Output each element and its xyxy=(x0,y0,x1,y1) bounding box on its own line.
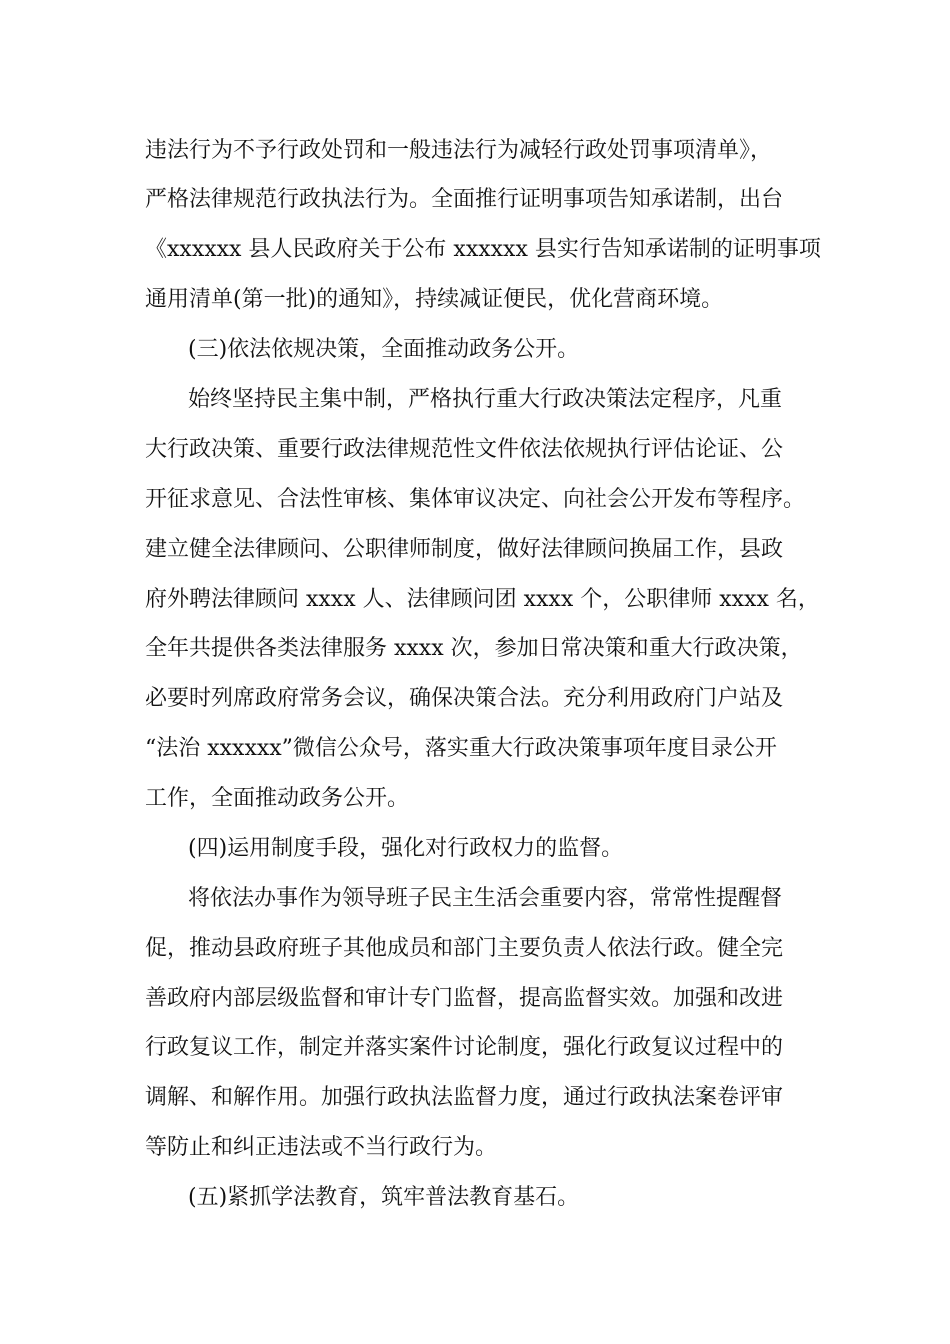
text-line-6: 始终坚持民主集中制，严格执行重大行政决策法定程序，凡重 xyxy=(188,387,783,412)
text-line-3: 《xxxxxx 县人民政府关于公布 xxxxxx 县实行告知承诺制的证明事项 xyxy=(145,237,821,262)
text-line-14: 工作，全面推动政务公开。 xyxy=(145,786,410,811)
text-line-4: 通用清单(第一批)的通知》，持续减证便民，优化营商环境。 xyxy=(145,287,724,312)
text-line-7: 大行政决策、重要行政法律规范性文件依法依规执行评估论证、公 xyxy=(145,437,784,462)
text-line-18: 善政府内部层级监督和审计专门监督，提高监督实效。加强和改进 xyxy=(145,986,784,1011)
section-heading-4: (四)运用制度手段，强化对行政权力的监督。 xyxy=(188,836,624,861)
text-line-2: 严格法律规范行政执法行为。全面推行证明事项告知承诺制，出台 xyxy=(145,187,784,212)
text-line-9: 建立健全法律顾问、公职律师制度，做好法律顾问换届工作，县政 xyxy=(145,537,784,562)
text-line-13: “法治 xxxxxx”微信公众号，落实重大行政决策事项年度目录公开 xyxy=(145,736,777,761)
text-line-17: 促，推动县政府班子其他成员和部门主要负责人依法行政。健全完 xyxy=(145,936,784,961)
section-heading-3: (三)依法依规决策，全面推动政务公开。 xyxy=(188,337,580,362)
text-line-20: 调解、和解作用。加强行政执法监督力度，通过行政执法案卷评审 xyxy=(145,1085,784,1110)
section-heading-5: (五)紧抓学法教育，筑牢普法教育基石。 xyxy=(188,1185,580,1210)
text-line-11: 全年共提供各类法律服务 xxxx 次，参加日常决策和重大行政决策， xyxy=(145,636,803,661)
text-line-1: 违法行为不予行政处罚和一般违法行为减轻行政处罚事项清单》， xyxy=(145,138,773,163)
text-line-8: 开征求意见、合法性审核、集体审议决定、向社会公开发布等程序。 xyxy=(145,487,806,512)
text-line-10: 府外聘法律顾问 xxxx 人、法律顾问团 xxxx 个，公职律师 xxxx 名， xyxy=(145,587,820,612)
text-line-16: 将依法办事作为领导班子民主生活会重要内容，常常性提醒督 xyxy=(188,886,783,911)
text-line-19: 行政复议工作，制定并落实案件讨论制度，强化行政复议过程中的 xyxy=(145,1035,784,1060)
text-line-12: 必要时列席政府常务会议，确保决策合法。充分利用政府门户站及 xyxy=(145,686,784,711)
text-line-21: 等防止和纠正违法或不当行政行为。 xyxy=(145,1135,498,1160)
